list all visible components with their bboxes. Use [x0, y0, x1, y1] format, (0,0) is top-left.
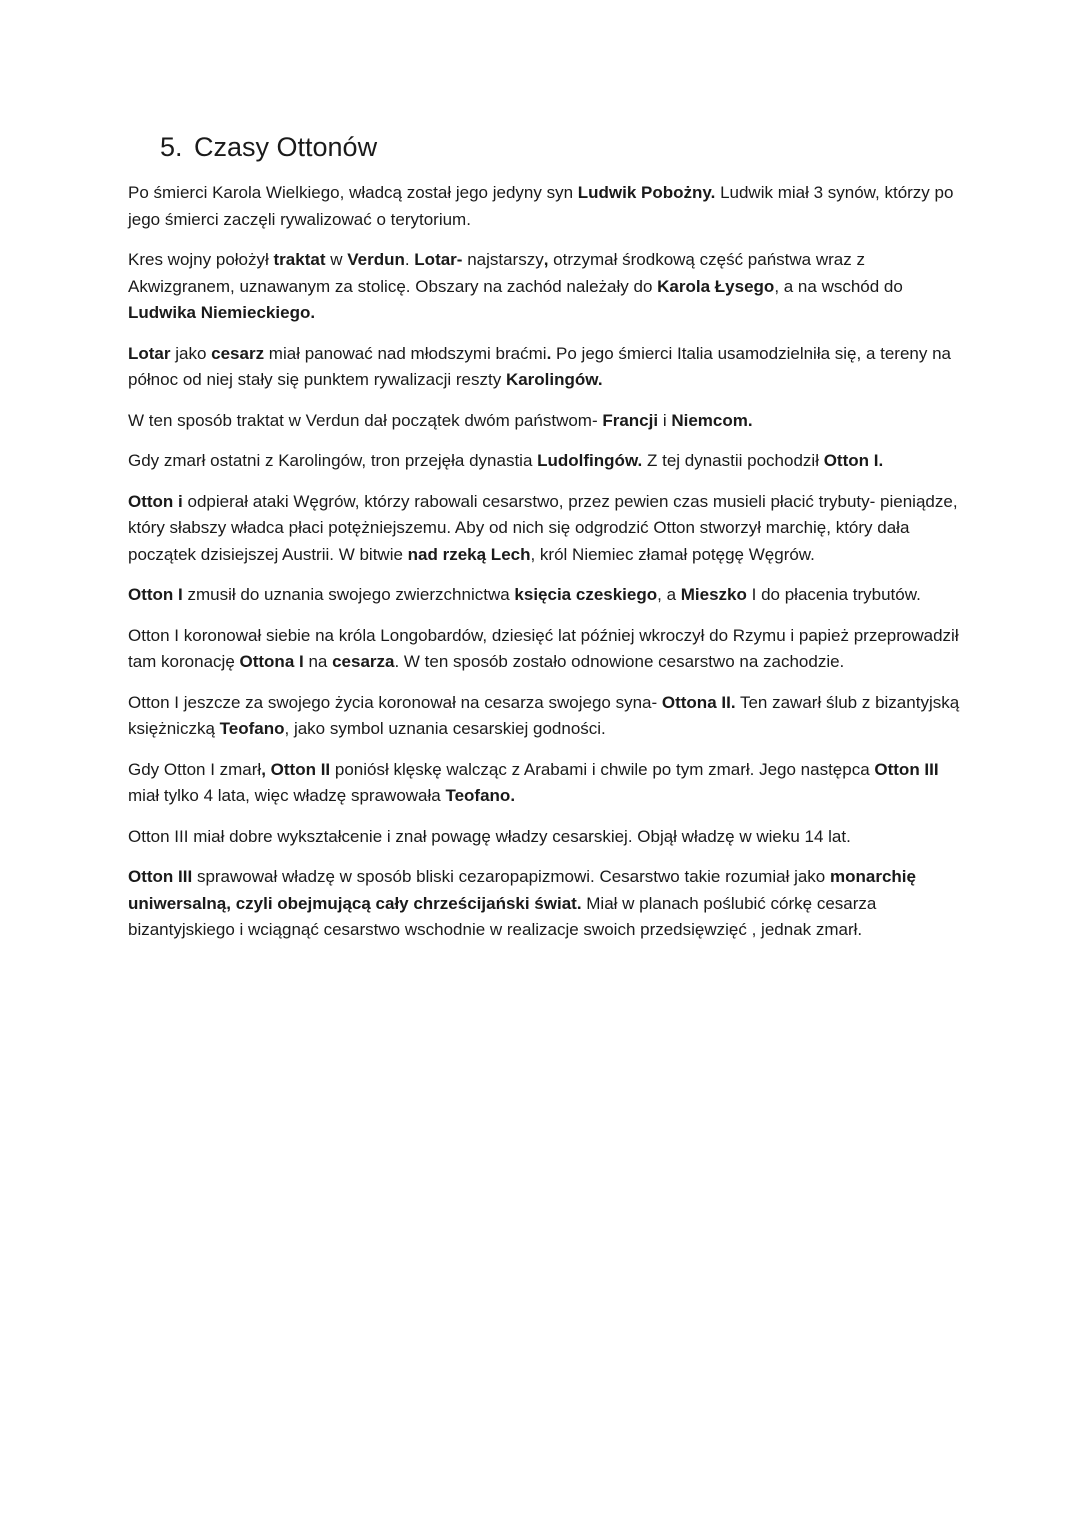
text-run: Z tej dynastii pochodził — [642, 451, 824, 470]
text-run: miał tylko 4 lata, więc władzę sprawowała — [128, 786, 446, 805]
bold-text-run: Otton i — [128, 491, 183, 511]
bold-text-run: księcia czeskiego — [514, 585, 658, 604]
paragraph — [128, 690, 968, 743]
text-run: Otton I jeszcze za swojego życia koronował na cesarza swojego syna- — [128, 692, 662, 712]
text-run: , jako symbol uznania cesarskiej godności. — [284, 719, 606, 738]
bold-text-run: . — [546, 343, 552, 363]
text-run: Po jego śmierci Italia usamodzielniła się, a tereny na północ od niej stały się punktem rywalizacji reszty — [128, 343, 952, 389]
text-run: Otton I koronował siebie na króla Longobardów, dziesięć lat później wkroczył do Rzymu i papież przeprowadził tam koronację — [128, 625, 959, 671]
text-run: w — [325, 250, 348, 269]
paragraph — [128, 864, 968, 944]
paragraph — [128, 824, 968, 851]
bold-text-run: , — [261, 759, 266, 779]
text-run: jako — [170, 343, 212, 363]
bold-text-run: Francji — [602, 410, 659, 430]
bold-text-run: cesarza — [332, 652, 395, 671]
bold-text-run: Ottona I — [239, 652, 304, 671]
bold-text-run: Karola Łysego — [657, 276, 775, 296]
bold-text-run: Niemcom. — [671, 410, 753, 430]
bold-text-run: Otton II — [270, 759, 331, 779]
text-run: Ludwik miał 3 synów, którzy po jego śmierci zaczęli rywalizować o terytorium. — [128, 183, 954, 229]
bold-text-run: Lotar — [128, 343, 171, 363]
text-run: Gdy Otton I zmarł — [128, 759, 262, 779]
bold-text-run: Otton III — [874, 759, 939, 779]
text-run: W ten sposób traktat w Verdun dał początek dwóm państwom- — [128, 410, 603, 430]
text-run: Gdy zmarł ostatni z Karolingów, tron przejęła dynastia — [128, 451, 538, 470]
paragraph — [128, 757, 968, 810]
bold-text-run: Ottona II. — [661, 692, 736, 712]
text-run: i — [658, 410, 672, 430]
bold-text-run: nad rzeką Lech — [407, 544, 531, 564]
text-run: , a na wschód do — [774, 276, 903, 296]
text-run: , a — [657, 585, 681, 604]
text-run: poniósł klęskę walcząc z Arabami i chwile po tym zmarł. Jego następca — [330, 759, 875, 779]
text-run: Otton III miał dobre wykształcenie i znał powagę władzy cesarskiej. Objął władzę w wieku 14 lat. — [128, 826, 851, 846]
bold-text-run: Ludwik Pobożny. — [577, 183, 716, 202]
text-run: Po śmierci Karola Wielkiego, władcą został jego jedyny syn — [128, 183, 578, 202]
bold-text-run: cesarz — [211, 343, 265, 363]
text-run: miał panować nad młodszymi braćmi — [264, 343, 547, 363]
bold-text-run: Otton I. — [823, 451, 884, 470]
bold-text-run: Lotar- — [414, 250, 463, 269]
bold-text-run: Teofano — [219, 719, 285, 738]
bold-text-run: monarchię uniwersalną, czyli obejmującą cały chrześcijański świat. — [128, 867, 916, 913]
bold-text-run: Mieszko — [680, 585, 747, 604]
section-number: 5. — [160, 132, 183, 162]
paragraph — [128, 180, 968, 233]
bold-text-run: Verdun — [347, 250, 405, 269]
text-run: odpierał ataki Węgrów, którzy rabowali cesarstwo, przez pewien czas musieli płacić trybuty- pieniądze, który słabszy władca płaci potężniejszemu. Aby od nich się odgrodzić Otton stworzył marchię, który dała początek dzisiejszej Austrii. W bitwie — [128, 491, 958, 564]
paragraph — [128, 341, 968, 394]
text-run: . — [404, 250, 415, 269]
bold-text-run: Teofano. — [445, 786, 516, 805]
text-run: najstarszy — [462, 250, 544, 269]
text-run: otrzymał środkową część państwa wraz z Akwizgranem, uznawanym za stolicę. Obszary na zachód należały do — [128, 250, 865, 296]
text-run: Kres wojny położył — [128, 250, 274, 269]
bold-text-run: , — [543, 250, 549, 269]
document-body — [128, 180, 968, 958]
bold-text-run: Otton III — [128, 867, 193, 886]
bold-text-run: Ludolfingów. — [537, 451, 643, 470]
text-run: na — [303, 652, 333, 671]
bold-text-run: Karolingów. — [505, 370, 603, 389]
paragraph — [128, 448, 968, 475]
paragraph — [128, 408, 968, 435]
text-run: , król Niemiec złamał potęgę Węgrów. — [530, 544, 815, 564]
text-run: sprawował władzę w sposób bliski cezaropapizmowi. Cesarstwo takie rozumiał jako — [192, 867, 830, 886]
text-run: Miał w planach poślubić córkę cesarza bizantyjskiego i wciągnąć cesarstwo wschodnie w realizacje swoich przedsięwzięć , jednak zmarł. — [128, 893, 877, 939]
bold-text-run: Otton I — [128, 585, 183, 604]
section-title: Czasy Ottonów — [194, 132, 378, 162]
paragraph — [128, 623, 968, 676]
bold-text-run: traktat — [273, 250, 326, 269]
paragraph — [128, 247, 968, 327]
text-run: zmusił do uznania swojego zwierzchnictwa — [182, 585, 515, 604]
text-run: I do płacenia trybutów. — [746, 585, 921, 604]
bold-text-run: Ludwika Niemieckiego. — [128, 303, 316, 322]
paragraph — [128, 582, 968, 609]
section-heading — [160, 128, 377, 166]
paragraph — [128, 489, 968, 569]
text-run: . W ten sposób zostało odnowione cesarstwo na zachodzie. — [394, 652, 845, 671]
text-run: Ten zawarł ślub z bizantyjską księżniczką — [128, 692, 960, 738]
